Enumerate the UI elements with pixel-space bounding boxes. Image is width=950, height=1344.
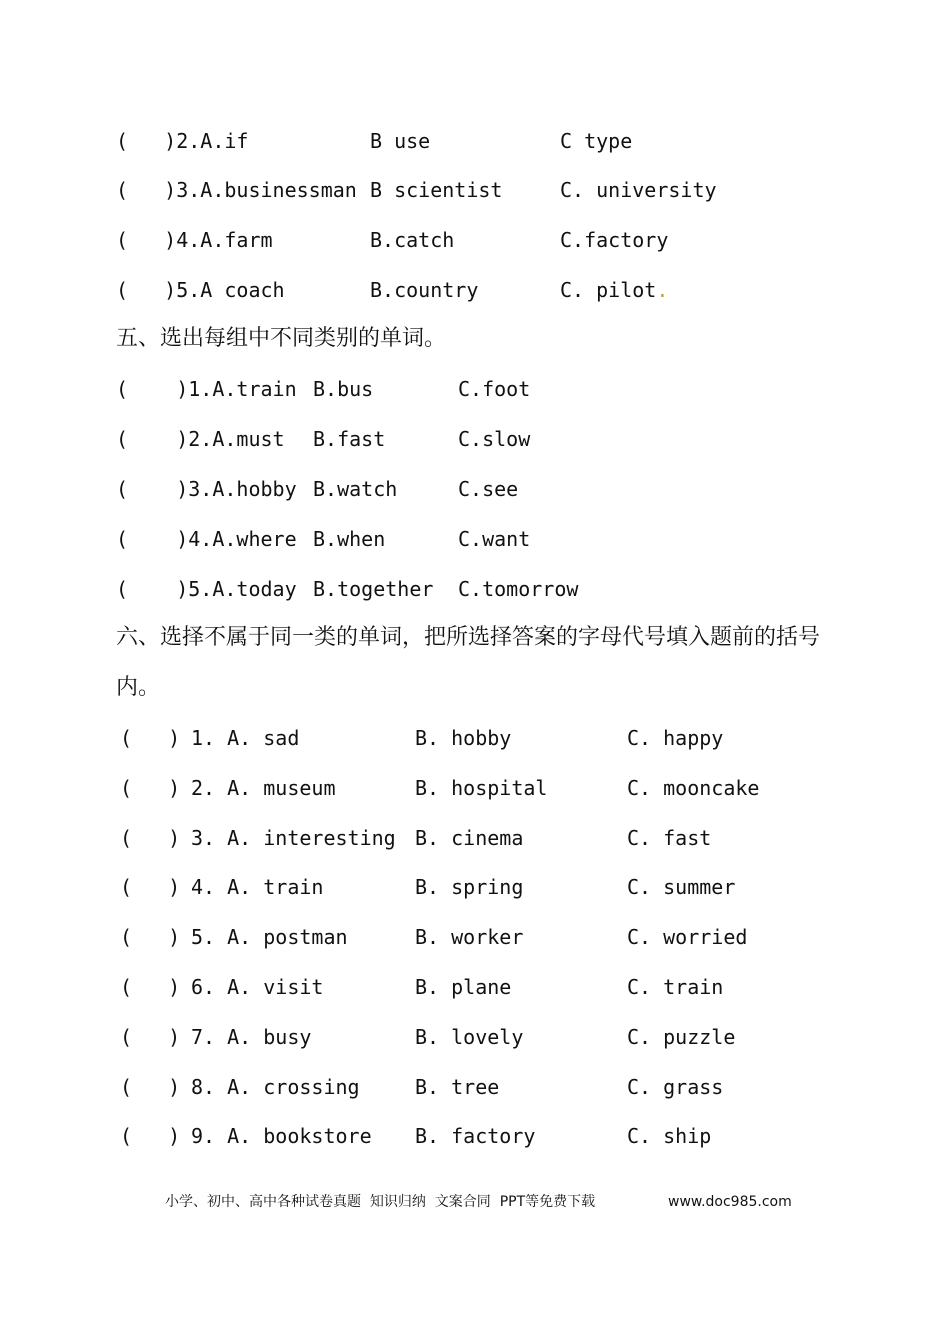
list-item [116,175,836,205]
answer-blank: ( ) [120,776,181,800]
answer-blank: ( ) [120,875,181,899]
option-c: C. mooncake [627,776,760,800]
option-a: ( )2.A.if [116,129,249,153]
option-c: C. happy [627,726,724,750]
list-item [120,823,840,853]
option-c [560,275,668,305]
answer-blank: ( ) [120,1124,181,1148]
list-item [116,126,836,156]
list-item [120,1022,840,1052]
list-item [116,275,836,305]
option-b: B scientist [370,178,503,202]
answer-blank: ( ) [120,726,181,750]
option-a: 9. A. bookstore [191,1124,372,1148]
option-b: B. tree [415,1075,500,1099]
option-c: C. fast [627,826,712,850]
footer-url[interactable]: www.doc985.com [668,1194,792,1210]
option-b: B use [370,129,431,153]
option-c: C.factory [560,228,669,252]
answer-blank: ( ) [120,925,181,949]
answer-blank: ( ) [120,826,181,850]
option-c: C. puzzle [627,1025,736,1049]
option-b: B.bus [313,377,374,401]
list-item [116,574,716,604]
list-item [120,1121,840,1151]
option-a: 4. A. train [191,875,324,899]
list-item [120,1072,840,1102]
option-b: B.fast [313,427,386,451]
answer-blank: ( ) [120,1025,181,1049]
option-a: 6. A. visit [191,975,324,999]
option-a: 5. A. postman [191,925,348,949]
option-b: B. worker [415,925,524,949]
option-c: C type [560,129,633,153]
list-item [116,424,716,454]
option-a: ( )1.A.train [116,377,297,401]
option-c: C.see [458,477,519,501]
list-item [120,922,840,952]
option-b: B. factory [415,1124,536,1148]
list-item [120,773,840,803]
option-a: ( )4.A.where [116,527,297,551]
option-c: C. grass [627,1075,724,1099]
option-c-text: C. pilot [560,278,657,302]
option-c: C. train [627,975,724,999]
option-a: ( )3.A.hobby [116,477,297,501]
option-a: 1. A. sad [191,726,300,750]
option-b: B. lovely [415,1025,524,1049]
section-6-heading: 六、选择不属于同一类的单词，把所选择答案的字母代号填入题前的括号 [116,625,821,650]
option-a: ( )3.A.businessman [116,178,357,202]
section-6-heading-cont: 内。 [116,675,161,700]
option-b: B.together [313,577,434,601]
option-c: C.want [458,527,531,551]
option-b: B. spring [415,875,524,899]
option-a: 7. A. busy [191,1025,312,1049]
list-item [120,872,840,902]
answer-blank: ( ) [120,1075,181,1099]
option-b: B. hobby [415,726,512,750]
section-5-heading: 五、选出每组中不同类别的单词。 [116,326,447,351]
list-item [116,225,836,255]
stray-mark: . [656,278,669,302]
option-b: B. hospital [415,776,548,800]
list-item [120,723,840,753]
option-b: B. cinema [415,826,524,850]
option-a: 8. A. crossing [191,1075,360,1099]
answer-blank: ( ) [120,975,181,999]
footer-text: 小学、初中、高中各种试卷真题 知识归纳 文案合同 PPT等免费下载 [165,1194,596,1210]
list-item [116,524,716,554]
option-c: C. ship [627,1124,712,1148]
option-c: C.slow [458,427,531,451]
option-c: C. university [560,178,717,202]
option-b: B.when [313,527,386,551]
option-c: C.tomorrow [458,577,579,601]
option-a: ( )2.A.must [116,427,285,451]
option-c: C. worried [627,925,748,949]
option-a: ( )5.A.today [116,577,297,601]
option-a: 2. A. museum [191,776,336,800]
option-c: C. summer [627,875,736,899]
option-a: 3. A. interesting [191,826,396,850]
option-a: ( )5.A coach [116,278,285,302]
list-item [120,972,840,1002]
list-item [116,374,716,404]
option-b: B.watch [313,477,398,501]
option-b: B. plane [415,975,512,999]
option-b: B.country [370,278,479,302]
option-a: ( )4.A.farm [116,228,273,252]
option-b: B.catch [370,228,455,252]
list-item [116,474,716,504]
option-c: C.foot [458,377,531,401]
